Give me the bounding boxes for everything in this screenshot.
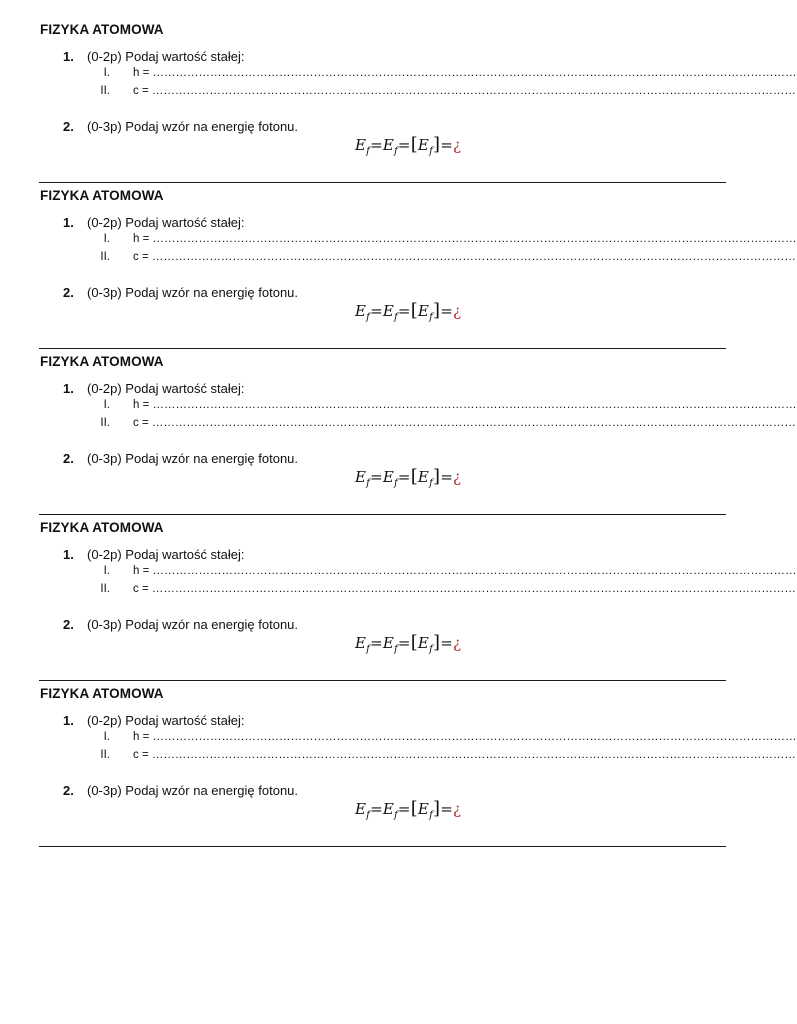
formula-symbol: E <box>382 634 394 652</box>
sub-item-number: I. <box>103 399 110 411</box>
formula-subscript: f <box>394 312 398 323</box>
formula-subscript: f <box>366 810 371 821</box>
formula-symbol: E <box>382 136 394 154</box>
question-number: 1. <box>63 49 74 64</box>
formula-subscript: f <box>429 478 433 489</box>
quiz-section <box>39 17 797 183</box>
formula-unknown: ¿ <box>453 634 462 652</box>
question-number: 1. <box>63 713 74 728</box>
question-number: 2. <box>63 451 74 466</box>
formula-symbol: E <box>355 136 367 154</box>
formula-bracket: [ <box>410 134 418 155</box>
formula-symbol: E <box>382 302 394 320</box>
formula-subscript: f <box>394 644 398 655</box>
formula-operator: = <box>397 302 411 320</box>
question-text: (0-3p) Podaj wzór na energię fotonu. <box>87 451 299 466</box>
question-number: 1. <box>63 547 74 562</box>
sub-item-number: II. <box>100 85 110 97</box>
question-text: (0-2p) Podaj wartość stałej: <box>87 713 245 728</box>
question-text: (0-2p) Podaj wartość stałej: <box>87 49 245 64</box>
sub-item-number: II. <box>100 251 110 263</box>
formula-symbol: E <box>417 800 430 818</box>
formula-operator: = <box>440 136 453 154</box>
answer-line-h: h = …………………………………………………………………………………………………………………………………………………… <box>133 67 797 79</box>
sub-item-number: I. <box>103 565 110 577</box>
answer-line-h: h = …………………………………………………………………………………………………………………………………………………… <box>133 399 797 411</box>
sub-item-number: I. <box>103 233 110 245</box>
answer-line-h: h = …………………………………………………………………………………………………………………………………………………… <box>133 731 797 743</box>
formula-bracket: ] <box>432 632 441 653</box>
photon-energy-formula <box>355 134 461 157</box>
section-title: FIZYKA ATOMOWA <box>40 520 164 535</box>
formula-subscript: f <box>429 312 433 323</box>
formula-operator: = <box>370 468 383 486</box>
sub-item-number: II. <box>100 583 110 595</box>
quiz-section <box>39 515 797 681</box>
question-text: (0-3p) Podaj wzór na energię fotonu. <box>87 119 299 134</box>
photon-energy-formula <box>355 300 461 323</box>
sub-item-number: I. <box>103 67 110 79</box>
question-text: (0-3p) Podaj wzór na energię fotonu. <box>87 617 299 632</box>
answer-line-h: h = …………………………………………………………………………………………………………………………………………………… <box>133 565 797 577</box>
formula-symbol: E <box>382 800 394 818</box>
formula-subscript: f <box>366 312 371 323</box>
formula-operator: = <box>397 136 411 154</box>
formula-bracket: ] <box>432 300 441 321</box>
formula-unknown: ¿ <box>453 800 462 818</box>
formula-subscript: f <box>429 644 433 655</box>
question-number: 2. <box>63 119 74 134</box>
formula-operator: = <box>397 468 411 486</box>
formula-subscript: f <box>366 146 371 157</box>
sub-item-number: I. <box>103 731 110 743</box>
formula-symbol: E <box>355 302 367 320</box>
formula-symbol: E <box>355 634 367 652</box>
formula-subscript: f <box>429 146 433 157</box>
quiz-section <box>39 681 797 847</box>
formula-bracket: ] <box>432 134 441 155</box>
formula-subscript: f <box>394 146 398 157</box>
question-text: (0-2p) Podaj wartość stałej: <box>87 547 245 562</box>
question-text: (0-3p) Podaj wzór na energię fotonu. <box>87 783 299 798</box>
quiz-section <box>39 349 797 515</box>
formula-operator: = <box>440 800 453 818</box>
formula-bracket: [ <box>410 300 418 321</box>
formula-bracket: ] <box>432 798 441 819</box>
section-title: FIZYKA ATOMOWA <box>40 686 164 701</box>
photon-energy-formula <box>355 466 461 489</box>
formula-subscript: f <box>366 644 371 655</box>
question-number: 1. <box>63 215 74 230</box>
answer-line-c: c = …………………………………………………………………………………………………………………………………………………… <box>133 417 796 429</box>
formula-operator: = <box>440 634 453 652</box>
answer-line-c: c = …………………………………………………………………………………………………………………………………………………… <box>133 85 796 97</box>
photon-energy-formula <box>355 798 461 821</box>
formula-operator: = <box>397 800 411 818</box>
formula-symbol: E <box>417 634 430 652</box>
sub-item-number: II. <box>100 417 110 429</box>
formula-unknown: ¿ <box>453 136 462 154</box>
formula-operator: = <box>370 634 383 652</box>
question-number: 2. <box>63 285 74 300</box>
question-text: (0-2p) Podaj wartość stałej: <box>87 381 245 396</box>
formula-operator: = <box>370 302 383 320</box>
formula-symbol: E <box>382 468 394 486</box>
formula-symbol: E <box>417 302 430 320</box>
answer-line-h: h = …………………………………………………………………………………………………………………………………………………… <box>133 233 797 245</box>
formula-operator: = <box>370 800 383 818</box>
section-title: FIZYKA ATOMOWA <box>40 354 164 369</box>
formula-symbol: E <box>417 468 430 486</box>
formula-symbol: E <box>417 136 430 154</box>
question-text: (0-2p) Podaj wartość stałej: <box>87 215 245 230</box>
formula-operator: = <box>370 136 383 154</box>
answer-line-c: c = …………………………………………………………………………………………………………………………………………………… <box>133 583 796 595</box>
formula-subscript: f <box>366 478 371 489</box>
formula-operator: = <box>440 468 453 486</box>
formula-bracket: [ <box>410 466 418 487</box>
answer-line-c: c = …………………………………………………………………………………………………………………………………………………… <box>133 749 796 761</box>
question-number: 1. <box>63 381 74 396</box>
formula-bracket: [ <box>410 632 418 653</box>
formula-operator: = <box>440 302 453 320</box>
question-number: 2. <box>63 617 74 632</box>
section-title: FIZYKA ATOMOWA <box>40 188 164 203</box>
formula-unknown: ¿ <box>453 302 462 320</box>
formula-unknown: ¿ <box>453 468 462 486</box>
formula-bracket: ] <box>432 466 441 487</box>
formula-subscript: f <box>429 810 433 821</box>
formula-symbol: E <box>355 800 367 818</box>
quiz-section <box>39 183 797 349</box>
photon-energy-formula <box>355 632 461 655</box>
question-text: (0-3p) Podaj wzór na energię fotonu. <box>87 285 299 300</box>
formula-symbol: E <box>355 468 367 486</box>
formula-subscript: f <box>394 478 398 489</box>
sub-item-number: II. <box>100 749 110 761</box>
formula-subscript: f <box>394 810 398 821</box>
question-number: 2. <box>63 783 74 798</box>
section-title: FIZYKA ATOMOWA <box>40 22 164 37</box>
answer-line-c: c = …………………………………………………………………………………………………………………………………………………… <box>133 251 796 263</box>
formula-operator: = <box>397 634 411 652</box>
formula-bracket: [ <box>410 798 418 819</box>
